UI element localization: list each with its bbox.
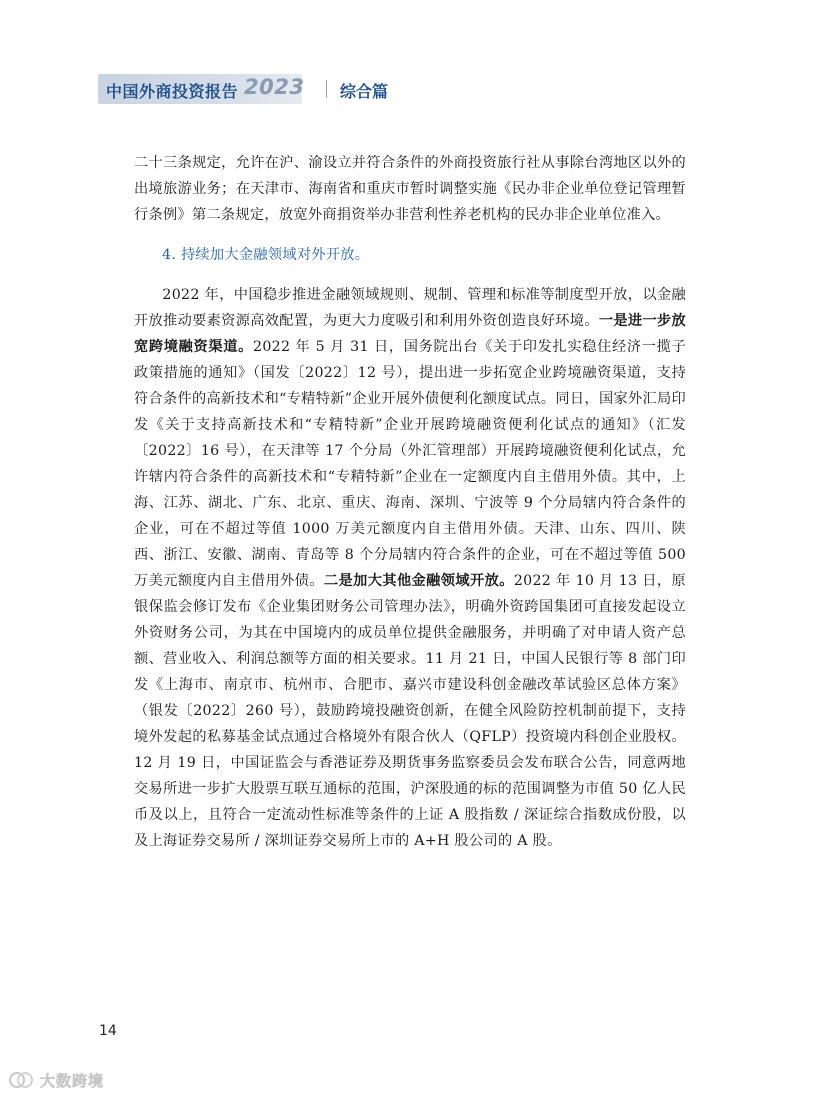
section-subheading: 4. 持续加大金融领域对外开放。 <box>162 247 370 263</box>
main-bold-point-2: 二是加大其他金融领域开放。 <box>323 573 514 589</box>
report-title-badge <box>98 74 305 104</box>
report-year: 2023 <box>244 75 305 99</box>
main-text-part-3: 2022 年 10 月 13 日，原银保监会修订发布《企业集团财务公司管理办法》，明确外资跨国集团可直接发起设立外资财务公司，为其在中国境内的成员单位提供金融服务，并明确了对申请人资产总额、营业收入、利润总额等方面的相关要求。11 月 21 日，中国人民银行等 8 部门印发《上海市、南京市、杭州市、合肥市、嘉兴市建设科创金融改革试验区总体方案》（银发〔2022〕260 号），鼓励跨境投融资创新，在健全风险防控机制前提下，支持境外发起的私募基金试点通过合格境外有限合伙人（QFLP）投资境内科创企业股权。12 月 19 日，中国证监会与香港证券及期货事务监察委员会发布联合公告，同意两地交易所进一步扩大股票互联互通标的范围，沪深股通的标的范围调整为市值 50 亿人民币及以上，且符合一定流动性标准等条件的上证 A 股指数 / 深证综合指数成份股，以及上海证券交易所 / 深圳证券交易所上市的 A+H 股公司的 A 股。 <box>134 573 686 849</box>
watermark-text: 大数跨境 <box>40 1071 105 1090</box>
page-content <box>134 150 686 854</box>
main-paragraph <box>134 282 686 854</box>
main-text-part-1: 2022 年，中国稳步推进金融领域规则、规制、管理和标准等制度型开放，以金融开放推动要素资源高效配置，为更大力度吸引和利用外资创造良好环境。 <box>134 287 686 329</box>
page-header <box>98 74 698 104</box>
watermark-logo-icon <box>8 1069 34 1091</box>
report-title: 中国外商投资报告 <box>106 82 239 101</box>
intro-paragraph: 二十三条规定，允许在沪、渝设立并符合条件的外商投资旅行社从事除台湾地区以外的出境旅游业务；在天津市、海南省和重庆市暂时调整实施《民办非企业单位登记管理暂行条例》第二条规定，放宽外商捐资举办非营利性养老机构的民办非企业单位准入。 <box>134 155 686 223</box>
watermark <box>8 1068 104 1092</box>
section-name: 综合篇 <box>340 82 389 101</box>
page-number: 14 <box>99 1023 117 1039</box>
header-divider <box>326 80 327 98</box>
main-bold-point-1: 一是进一步放宽跨境融资渠道。 <box>134 313 686 355</box>
main-text-part-2: 2022 年 5 月 31 日，国务院出台《关于印发扎实稳住经济一揽子政策措施的通知》（国发〔2022〕12 号），提出进一步拓宽企业跨境融资渠道，支持符合条件的高新技术和“专精特新”企业开展外债便利化额度试点。同日，国家外汇局印发《关于支持高新技术和“专精特新”企业开展跨境融资便利化试点的通知》（汇发〔2022〕16 号），在天津等 17 个分局（外汇管理部）开展跨境融资便利化试点，允许辖内符合条件的高新技术和“专精特新”企业在一定额度内自主借用外债。其中，上海、江苏、湖北、广东、北京、重庆、海南、深圳、宁波等 9 个分局辖内符合条件的企业，可在不超过等值 1000 万美元额度内自主借用外债。天津、山东、四川、陕西、浙江、安徽、湖南、青岛等 8 个分局辖内符合条件的企业，可在不超过等值 500 万美元额度内自主借用外债。 <box>134 339 686 589</box>
